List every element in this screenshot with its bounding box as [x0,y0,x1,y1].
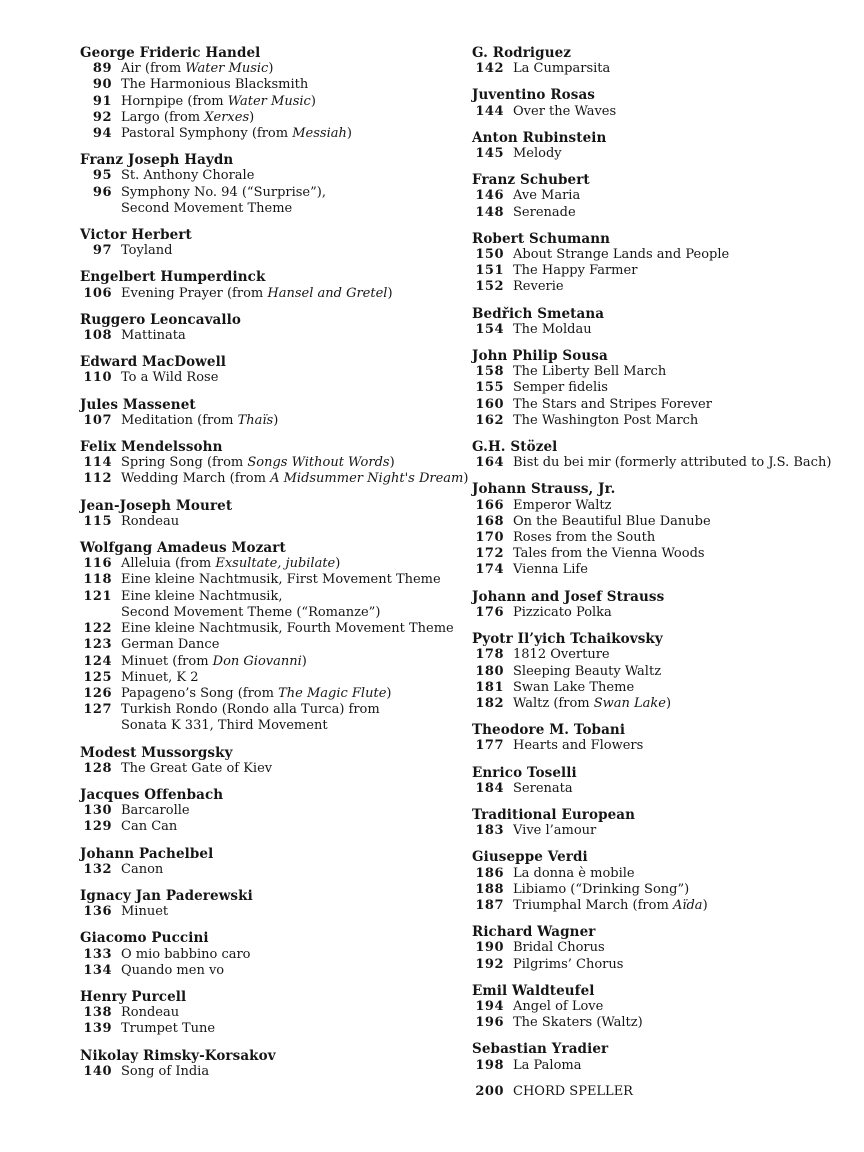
page-number: 180 [475,663,504,679]
composer-section [80,354,472,386]
composer-name: Victor Herbert [80,227,192,244]
composer-section [472,1084,864,1100]
piece-title: Emperor Waltz [513,497,612,513]
toc-entry [472,413,864,429]
piece-title: Minuet (from Don Giovanni) [121,653,307,669]
composer-name: Enrico Toselli [472,764,577,781]
toc-entry [80,803,472,819]
composer-section [472,231,864,296]
composer-name: Traditional European [472,806,636,823]
page-number: 121 [83,588,112,604]
composer-name: Wolfgang Amadeus Mozart [80,540,286,557]
piece-title: Rondeau [121,513,180,529]
piece-title: Toyland [121,243,173,259]
piece-title: La Paloma [513,1057,582,1073]
composer-section [472,348,864,429]
toc-entry [80,702,472,734]
page-number: 106 [83,285,112,301]
piece-title: Mattinata [121,328,186,344]
piece-title: La donna è mobile [513,865,635,881]
page-number: 178 [475,647,504,663]
composer-section [472,45,864,77]
toc-entry [80,862,472,878]
composer-name: Bedřich Smetana [472,305,605,322]
page-number: 184 [475,780,504,796]
page-number: 196 [475,1015,504,1031]
composer-name: Edward MacDowell [80,354,227,371]
toc-entry [472,514,864,530]
toc-entry [472,546,864,562]
composer-section [80,397,472,429]
piece-title: The Washington Post March [513,412,699,428]
page-number: 183 [475,823,504,839]
piece-title: On the Beautiful Blue Danube [513,513,711,529]
page-number: 95 [92,168,112,184]
toc-entry [472,455,864,471]
page-number: 176 [475,604,504,620]
composer-section [472,765,864,797]
page-number: 151 [475,263,504,279]
toc-entry [472,999,864,1015]
piece-title: Minuet, K 2 [121,669,199,685]
piece-title: Sleeping Beauty Waltz [513,663,662,679]
page-number: 128 [83,760,112,776]
toc-entry [80,637,472,653]
piece-title: Swan Lake Theme [513,679,635,695]
page-number: 136 [83,904,112,920]
piece-title: Pizzicato Polka [513,604,612,620]
composer-name: Franz Schubert [472,172,590,189]
piece-title: Wedding March (from A Midsummer Night's Dream) [121,471,469,487]
toc-entry [80,589,472,621]
composer-section [472,481,864,578]
piece-title: St. Anthony Chorale [121,168,255,184]
composer-name: Pyotr Il’yich Tchaikovsky [472,631,663,648]
piece-title: Eine kleine Nachtmusik, Second Movement Theme (“Romanze”) [121,588,381,620]
page-number: 155 [475,380,504,396]
toc-entry [80,328,472,344]
toc-entry [80,185,472,217]
composer-section [472,807,864,839]
composer-section [472,589,864,621]
piece-title: The Harmonious Blacksmith [121,77,309,93]
page-number: 126 [83,685,112,701]
piece-title: 1812 Overture [513,647,610,663]
page-number: 164 [475,455,504,471]
piece-title: The Liberty Bell March [513,364,667,380]
page-number: 172 [475,546,504,562]
composer-name: Henry Purcell [80,988,187,1005]
toc-entry [472,397,864,413]
piece-title: Spring Song (from Songs Without Words) [121,455,395,471]
composer-name: Ruggero Leoncavallo [80,311,241,328]
piece-title: Largo (from Xerxes) [121,109,255,125]
toc-entry [80,572,472,588]
toc-entry [80,670,472,686]
page-number: 198 [475,1057,504,1073]
composer-name: Jacques Offenbach [80,786,224,803]
piece-title: Ave Maria [513,188,581,204]
toc-entry [80,819,472,835]
piece-title: Trumpet Tune [121,1021,216,1037]
toc-entry [80,168,472,184]
toc-column [472,45,864,1110]
toc-entry [472,188,864,204]
page-number: 116 [83,556,112,572]
page-number: 130 [83,803,112,819]
toc-entry [472,647,864,663]
piece-title: Pastoral Symphony (from Messiah) [121,126,352,142]
composer-name: G. Rodriguez [472,45,572,61]
piece-title: Minuet [121,904,169,920]
composer-name: Robert Schumann [472,230,611,247]
page-number: 123 [83,637,112,653]
composer-name: Richard Wagner [472,924,596,941]
page-number: 177 [475,738,504,754]
composer-name: Emil Waldteufel [472,982,595,999]
piece-title: Serenata [513,780,573,796]
toc-entry [472,738,864,754]
piece-title: Vienna Life [513,562,588,578]
page-number: 110 [83,370,112,386]
page-number: 200 [475,1083,504,1099]
piece-title: Angel of Love [513,998,604,1014]
toc-entry [80,963,472,979]
composer-section [80,312,472,344]
page-number: 146 [475,188,504,204]
piece-title: Serenade [513,204,576,220]
composer-name: Juventino Rosas [472,87,596,104]
composer-section [472,849,864,914]
piece-title: Hearts and Flowers [513,738,644,754]
page-number: 194 [475,998,504,1014]
composer-name: George Frideric Handel [80,45,261,61]
page-number: 144 [475,103,504,119]
page-number: 97 [92,243,112,259]
toc-entry [80,556,472,572]
piece-title: Reverie [513,279,564,295]
piece-title: Waltz (from Swan Lake) [513,695,672,711]
toc-entry [80,243,472,259]
piece-title: La Cumparsita [513,61,611,77]
toc-entry [472,664,864,680]
toc-entry [472,696,864,712]
composer-section [80,930,472,979]
toc-entry [472,823,864,839]
composer-section [472,983,864,1032]
page-number: 125 [83,669,112,685]
toc-entry [80,94,472,110]
piece-title: Pilgrims’ Chorus [513,956,624,972]
toc-entry [472,279,864,295]
piece-title: CHORD SPELLER [513,1083,633,1099]
composer-name: Theodore M. Tobani [472,722,626,739]
toc-entry [472,380,864,396]
piece-title: The Great Gate of Kiev [121,760,273,776]
page-number: 132 [83,861,112,877]
composer-name: Jean-Joseph Mouret [80,497,233,514]
toc-entry [80,1064,472,1080]
page-number: 160 [475,396,504,412]
composer-name: Sebastian Yradier [472,1041,609,1058]
page-number: 158 [475,364,504,380]
piece-title: The Skaters (Waltz) [513,1015,643,1031]
piece-title: Song of India [121,1063,210,1079]
toc-entry [472,898,864,914]
page-number: 139 [83,1021,112,1037]
toc-entry [472,146,864,162]
piece-title: Rondeau [121,1005,180,1021]
page-number: 187 [475,897,504,913]
page-number: 142 [475,61,504,77]
piece-title: Eine kleine Nachtmusik, First Movement Theme [121,572,441,588]
composer-section [80,439,472,488]
composer-section [80,1048,472,1080]
toc-entry [472,680,864,696]
page-number: 192 [475,956,504,972]
piece-title: The Moldau [513,321,592,337]
composer-section [80,787,472,836]
composer-name: Engelbert Humperdinck [80,269,266,286]
page-number: 182 [475,695,504,711]
toc-entry [472,605,864,621]
page-number: 148 [475,204,504,220]
piece-title: Eine kleine Nachtmusik, Fourth Movement Theme [121,621,454,637]
toc-entry [472,322,864,338]
page-number: 134 [83,962,112,978]
piece-title: The Happy Farmer [513,263,638,279]
piece-title: Bridal Chorus [513,940,605,956]
composer-section [472,306,864,338]
piece-title: Turkish Rondo (Rondo alla Turca) from Sonata K 331, Third Movement [121,702,380,734]
piece-title: Bist du bei mir (formerly attributed to J.S. Bach) [513,455,832,471]
composer-name: Felix Mendelssohn [80,439,223,456]
toc-entry [80,1005,472,1021]
composer-name: Jules Massenet [80,396,196,413]
toc-entry [472,364,864,380]
composer-section [472,722,864,754]
piece-title: About Strange Lands and People [513,247,730,263]
page-number: 186 [475,865,504,881]
page-number: 150 [475,247,504,263]
composer-name: Johann Strauss, Jr. [472,481,616,498]
page-number: 118 [83,572,112,588]
toc-column [80,45,472,1110]
page-number: 114 [83,455,112,471]
composer-section [472,172,864,221]
page-number: 133 [83,946,112,962]
toc-entry [80,370,472,386]
toc-entry [472,781,864,797]
page-number: 140 [83,1063,112,1079]
toc-entry [472,205,864,221]
composer-name: Modest Mussorgsky [80,744,233,761]
toc-content [80,45,864,1110]
toc-entry [472,882,864,898]
composer-section [472,87,864,119]
page-number: 122 [83,621,112,637]
toc-entry [472,247,864,263]
page-number: 115 [83,513,112,529]
toc-entry [472,61,864,77]
page-number: 91 [92,93,112,109]
page-number: 174 [475,562,504,578]
piece-title: Barcarolle [121,803,190,819]
composer-section [80,498,472,530]
piece-title: Melody [513,146,562,162]
composer-section [80,45,472,142]
toc-entry [472,1084,864,1100]
composer-name: Nikolay Rimsky-Korsakov [80,1047,276,1064]
piece-title: Over the Waves [513,103,617,119]
page-number: 154 [475,321,504,337]
composer-name: Ignacy Jan Paderewski [80,887,253,904]
piece-title: Triumphal March (from Aïda) [513,897,708,913]
piece-title: Libiamo (“Drinking Song”) [513,881,690,897]
composer-name: Anton Rubinstein [472,129,607,146]
page-number: 188 [475,881,504,897]
toc-entry [472,498,864,514]
toc-entry [472,866,864,882]
composer-name: G.H. Stözel [472,439,558,456]
composer-section [472,631,864,712]
toc-entry [472,957,864,973]
composer-section [80,745,472,777]
page-number: 145 [475,146,504,162]
piece-title: Evening Prayer (from Hansel and Gretel) [121,285,393,301]
toc-entry [472,1015,864,1031]
composer-section [80,989,472,1038]
composer-name: Johann Pachelbel [80,845,214,862]
composer-section [472,130,864,162]
composer-section [80,152,472,217]
page-number: 89 [92,61,112,77]
composer-name: Johann and Josef Strauss [472,588,665,605]
toc-entry [80,904,472,920]
composer-section [80,846,472,878]
piece-title: Hornpipe (from Water Music) [121,93,316,109]
piece-title: Vive l’amour [513,823,597,839]
page-number: 107 [83,412,112,428]
toc-entry [80,686,472,702]
page-number: 92 [92,109,112,125]
page-number: 152 [475,279,504,295]
composer-section [80,888,472,920]
toc-entry [472,104,864,120]
piece-title: The Stars and Stripes Forever [513,396,712,412]
page-number: 90 [92,77,112,93]
toc-entry [472,263,864,279]
composer-section [472,439,864,471]
toc-entry [80,455,472,471]
page-number: 96 [92,184,112,200]
piece-title: Quando men vo [121,962,225,978]
page-number: 94 [92,126,112,142]
toc-entry [472,562,864,578]
toc-entry [472,1058,864,1074]
piece-title: Roses from the South [513,530,656,546]
piece-title: Symphony No. 94 (“Surprise”), Second Movement Theme [121,184,326,216]
composer-name: John Philip Sousa [472,348,608,365]
toc-entry [80,514,472,530]
piece-title: Alleluia (from Exsultate, jubilate) [121,556,341,572]
piece-title: Can Can [121,819,178,835]
page-number: 168 [475,513,504,529]
composer-name: Franz Joseph Haydn [80,152,234,169]
piece-title: Tales from the Vienna Woods [513,546,705,562]
toc-entry [80,654,472,670]
toc-entry [472,530,864,546]
composer-section [80,227,472,259]
piece-title: Meditation (from Thaïs) [121,412,279,428]
toc-entry [80,471,472,487]
piece-title: Semper fidelis [513,380,608,396]
composer-name: Giuseppe Verdi [472,849,588,866]
toc-entry [80,413,472,429]
toc-entry [472,940,864,956]
piece-title: German Dance [121,637,220,653]
page-number: 129 [83,819,112,835]
composer-section [80,540,472,734]
page-number: 127 [83,702,112,718]
page-number: 112 [83,471,112,487]
piece-title: O mio babbino caro [121,946,251,962]
page-number: 124 [83,653,112,669]
toc-entry [80,286,472,302]
composer-section [472,1041,864,1073]
toc-entry [80,77,472,93]
page-number: 166 [475,497,504,513]
toc-entry [80,1021,472,1037]
composer-name: Giacomo Puccini [80,930,209,947]
toc-entry [80,947,472,963]
toc-entry [80,126,472,142]
composer-section [472,924,864,973]
composer-section [80,269,472,301]
page-number: 190 [475,940,504,956]
piece-title: Papageno’s Song (from The Magic Flute) [121,685,392,701]
toc-entry [80,110,472,126]
piece-title: To a Wild Rose [121,370,219,386]
page-number: 162 [475,412,504,428]
toc-entry [80,761,472,777]
page-number: 170 [475,530,504,546]
piece-title: Air (from Water Music) [121,61,274,77]
page-number: 138 [83,1005,112,1021]
piece-title: Canon [121,861,164,877]
toc-entry [80,61,472,77]
page-number: 181 [475,679,504,695]
page-number: 108 [83,328,112,344]
toc-entry [80,621,472,637]
